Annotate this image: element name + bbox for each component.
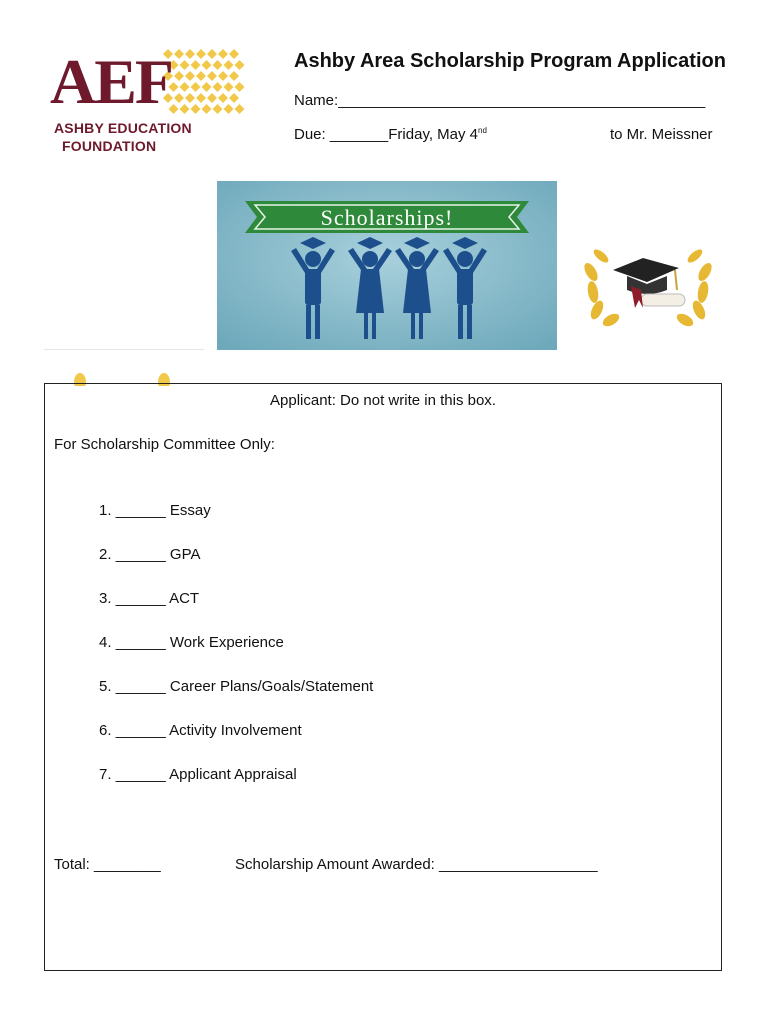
- box-heading: Applicant: Do not write in this box.: [270, 392, 496, 409]
- due-line: [294, 126, 487, 143]
- criterion-label: Applicant Appraisal: [169, 766, 297, 783]
- award-amount-field: [235, 856, 598, 873]
- criterion-number: 5.: [99, 678, 112, 695]
- total-field: [54, 856, 161, 873]
- criterion-label: Work Experience: [169, 634, 284, 651]
- criterion-number: 1.: [99, 502, 112, 519]
- criterion-number: 2.: [99, 546, 112, 563]
- due-blank: _______: [329, 126, 389, 143]
- criterion-blank: ______: [115, 590, 166, 607]
- criterion-number: 7.: [99, 766, 112, 783]
- logo-letters: AEF: [50, 46, 172, 117]
- name-label: Name:: [294, 92, 339, 109]
- criterion-label: Essay: [169, 502, 211, 519]
- committee-only-box: [44, 383, 722, 971]
- criterion-number: 6.: [99, 722, 112, 739]
- submit-to: to Mr. Meissner: [610, 126, 713, 143]
- criterion-blank: ______: [115, 722, 166, 739]
- total-label: Total:: [54, 856, 90, 873]
- criterion-label: GPA: [169, 546, 201, 563]
- criterion-label: ACT: [169, 590, 200, 607]
- criterion-act: [99, 590, 199, 607]
- due-date-suffix: nd: [478, 126, 487, 135]
- aef-logo: [48, 48, 248, 158]
- banner-title: Scholarships!: [320, 205, 454, 230]
- criterion-work-experience: [99, 634, 284, 651]
- graduation-cap-laurel-icon: [583, 242, 713, 328]
- criterion-gpa: [99, 546, 201, 563]
- logo-text-line2: FOUNDATION: [62, 138, 157, 154]
- criterion-essay: [99, 502, 211, 519]
- criterion-label: Activity Involvement: [169, 722, 302, 739]
- criterion-blank: ______: [115, 766, 166, 783]
- due-date: Friday, May 4: [388, 126, 479, 143]
- name-field[interactable]: [294, 92, 705, 109]
- criterion-blank: ______: [115, 634, 166, 651]
- due-label: Due:: [294, 126, 326, 143]
- criterion-blank: ______: [115, 546, 166, 563]
- name-blank: ____________________________________________: [338, 92, 706, 109]
- box-subheading: For Scholarship Committee Only:: [54, 436, 275, 453]
- criterion-blank: ______: [115, 678, 166, 695]
- divider: [44, 349, 204, 350]
- criterion-applicant-appraisal: [99, 766, 297, 783]
- logo-text-line1: ASHBY EDUCATION: [54, 120, 192, 136]
- criterion-blank: ______: [115, 502, 166, 519]
- criterion-label: Career Plans/Goals/Statement: [169, 678, 374, 695]
- award-label: Scholarship Amount Awarded:: [235, 856, 435, 873]
- criterion-number: 3.: [99, 590, 112, 607]
- scholarships-banner: [217, 181, 557, 350]
- page-title: Ashby Area Scholarship Program Application: [294, 50, 726, 72]
- criterion-career-plans: [99, 678, 373, 695]
- criterion-number: 4.: [99, 634, 112, 651]
- award-blank: ___________________: [439, 856, 598, 873]
- criterion-activity-involvement: [99, 722, 302, 739]
- total-blank: ________: [94, 856, 161, 873]
